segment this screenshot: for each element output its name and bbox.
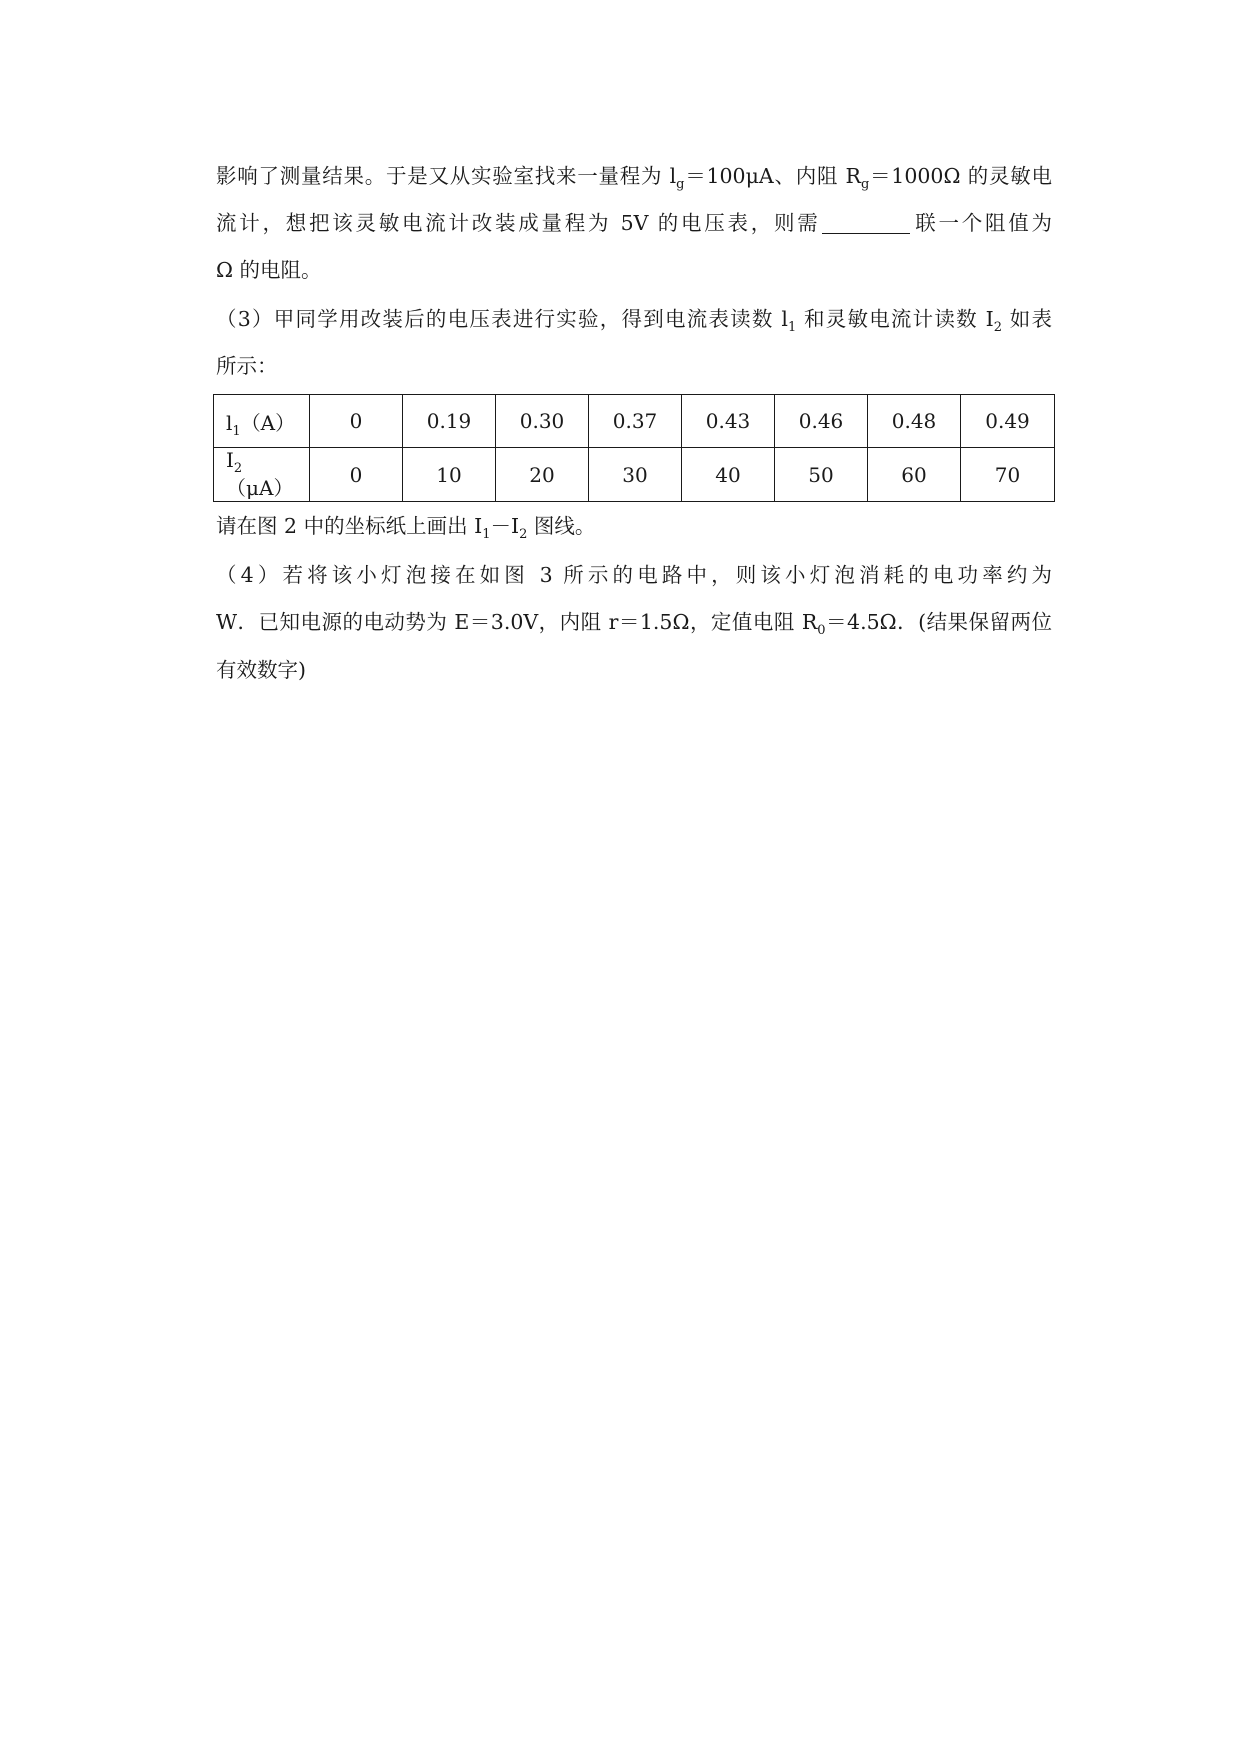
subscript: 2 [519,527,528,542]
text-span: I [226,448,234,472]
table-cell: 0.19 [403,395,496,448]
text-span: 图线。 [527,514,596,538]
table-cell: 20 [496,448,589,502]
text-span: ＝1000Ω 的灵敏电 [869,164,1052,188]
subscript: 1 [787,320,797,335]
subscript: 0 [817,623,826,638]
table-cell: 0 [310,395,403,448]
table-cell: 40 [682,448,775,502]
table-row-i1 [214,395,1055,448]
text-span: l [226,410,233,435]
text-span: 影响了测量结果。于是又从实验室找来一量程为 l [216,164,677,188]
subscript: 2 [993,320,1002,335]
table-cell: 10 [403,448,496,502]
table-cell: 0.49 [961,395,1055,448]
data-table [213,394,1055,502]
text-span: ＝100μA、内阻 R [684,164,861,188]
paragraph-3-line-1 [216,304,1052,334]
row-header-i2 [214,448,310,502]
table-cell: 0.48 [868,395,961,448]
table-cell: 0.30 [496,395,589,448]
table-cell: 60 [868,448,961,502]
after-table-line [216,511,1052,541]
table-row-i2 [214,448,1055,502]
text-span: 流计，想把该灵敏电流计改装成量程为 5V 的电压表，则需 [216,211,821,235]
table-cell: 30 [589,448,682,502]
text-span: 请在图 2 中的坐标纸上画出 I [216,514,483,538]
paragraph-4-line-3: 有效数字) [216,658,306,682]
paragraph-2-line-2 [216,208,1052,238]
table-cell: 50 [775,448,868,502]
paragraph-4-line-2 [216,607,1052,637]
subscript: 1 [482,527,491,542]
text-span: （3）甲同学用改装后的电压表进行实验，得到电流表读数 l [216,307,788,331]
table-cell: 0.46 [775,395,868,448]
table-cell: 0.37 [589,395,682,448]
answer-blank[interactable] [822,211,910,234]
table-cell: 0.43 [682,395,775,448]
text-span: ＝4.5Ω．(结果保留两位 [825,610,1052,634]
text-span: W．已知电源的电动势为 E＝3.0V，内阻 r＝1.5Ω，定值电阻 R [216,610,818,634]
paragraph-4-line-1: （4）若将该小灯泡接在如图 3 所示的电路中，则该小灯泡消耗的电功率约为 [216,563,1052,587]
subscript: 2 [233,461,243,476]
paragraph-2-line-3: Ω 的电阻。 [216,258,322,282]
text-span: 和灵敏电流计读数 I [796,307,994,331]
text-span: 如表 [1002,307,1052,331]
subscript: g [676,177,685,192]
row-header-i1 [214,395,310,448]
text-span: －I [490,514,520,538]
subscript: 1 [232,423,241,439]
paragraph-2-line-1 [216,161,1052,191]
text-span: 联一个阻值为 [912,211,1052,235]
subscript: g [860,177,870,192]
table-cell: 70 [961,448,1055,502]
text-span: （μA） [226,476,294,500]
table-cell: 0 [310,448,403,502]
text-span: （A） [240,410,296,435]
paragraph-3-line-2: 所示： [216,354,278,378]
